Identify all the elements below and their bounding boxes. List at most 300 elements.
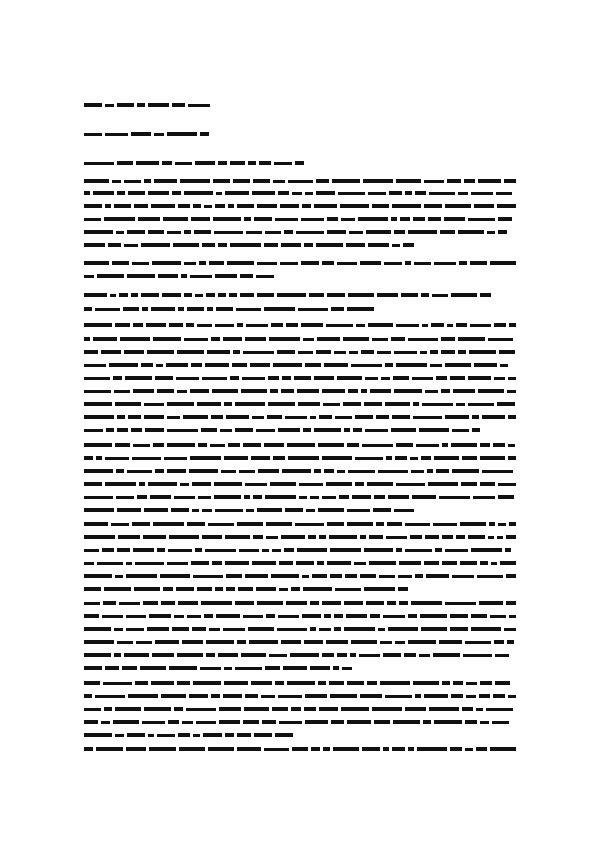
text-run xyxy=(208,747,234,751)
text-run xyxy=(509,323,516,327)
text-run xyxy=(396,324,419,327)
text-run xyxy=(84,443,112,447)
text-run xyxy=(385,402,410,406)
text-run xyxy=(272,707,288,711)
text-run xyxy=(302,575,309,578)
text-run xyxy=(221,470,236,473)
text-run xyxy=(368,323,393,327)
text-run xyxy=(308,535,316,539)
text-run xyxy=(146,323,166,327)
text-run xyxy=(422,324,428,327)
body-line-43 xyxy=(84,706,516,712)
text-run xyxy=(223,628,245,631)
text-run xyxy=(262,549,269,552)
text-run xyxy=(190,456,221,460)
text-run xyxy=(268,402,295,406)
text-run xyxy=(383,747,389,751)
text-run xyxy=(322,389,345,393)
text-run xyxy=(115,443,130,447)
text-run xyxy=(122,666,137,670)
text-run xyxy=(150,495,171,499)
text-run xyxy=(253,535,263,539)
text-run xyxy=(138,217,160,221)
text-run xyxy=(237,747,261,751)
text-run xyxy=(152,261,181,265)
text-run xyxy=(405,707,426,711)
text-run xyxy=(509,522,516,526)
text-run xyxy=(314,376,334,380)
text-run xyxy=(403,243,414,247)
text-run xyxy=(374,720,390,724)
text-run xyxy=(275,733,293,737)
text-run xyxy=(450,747,462,751)
text-run xyxy=(317,561,324,565)
text-run xyxy=(322,261,334,265)
text-run xyxy=(383,653,401,657)
text-run xyxy=(155,376,173,380)
text-run xyxy=(228,443,240,447)
text-run xyxy=(334,627,341,631)
text-run xyxy=(306,509,315,512)
text-run xyxy=(250,363,270,367)
text-run xyxy=(472,415,479,419)
text-run xyxy=(84,415,114,419)
text-run xyxy=(167,416,180,419)
text-run xyxy=(169,666,197,670)
text-run xyxy=(211,337,220,341)
text-run xyxy=(84,230,113,234)
text-run xyxy=(285,416,307,419)
text-run xyxy=(445,204,471,208)
text-run xyxy=(195,294,203,297)
text-run xyxy=(84,469,113,473)
text-run xyxy=(465,641,491,644)
text-run xyxy=(84,390,111,393)
text-run xyxy=(220,429,232,432)
text-run xyxy=(340,204,369,208)
text-run xyxy=(480,456,505,460)
text-run xyxy=(193,734,200,737)
text-run xyxy=(168,720,179,724)
text-run xyxy=(498,523,506,526)
text-run xyxy=(225,733,234,737)
text-run xyxy=(347,307,374,311)
text-run xyxy=(192,627,206,631)
text-run xyxy=(436,376,447,380)
text-run xyxy=(84,218,101,221)
text-run xyxy=(102,548,114,552)
text-run xyxy=(256,587,276,591)
text-run xyxy=(384,262,402,265)
text-run xyxy=(394,509,414,512)
text-run xyxy=(177,653,203,657)
text-run xyxy=(275,681,284,685)
text-run xyxy=(206,293,215,297)
text-run xyxy=(148,482,177,486)
text-run xyxy=(284,230,293,234)
text-run xyxy=(114,653,121,657)
text-run xyxy=(123,307,139,311)
text-run xyxy=(383,615,405,618)
text-run xyxy=(181,274,187,278)
text-run xyxy=(379,575,395,578)
text-run xyxy=(508,377,516,380)
text-run xyxy=(474,204,494,208)
text-run xyxy=(115,323,130,327)
text-run xyxy=(176,587,194,591)
text-run xyxy=(132,457,161,460)
body-line-19 xyxy=(84,388,516,394)
text-run xyxy=(239,549,259,552)
text-run xyxy=(246,231,262,234)
text-run xyxy=(114,628,123,631)
text-run xyxy=(480,721,489,724)
text-run xyxy=(316,179,329,183)
text-run xyxy=(105,204,111,208)
text-run xyxy=(337,376,362,380)
text-run xyxy=(127,274,155,278)
text-run xyxy=(198,496,211,499)
text-run xyxy=(140,666,166,670)
text-run xyxy=(468,403,494,406)
text-run xyxy=(244,707,269,711)
text-run xyxy=(385,695,412,698)
text-run xyxy=(278,428,300,432)
text-run xyxy=(166,363,188,367)
text-run xyxy=(391,217,397,221)
text-run xyxy=(211,415,223,419)
text-run xyxy=(245,694,258,698)
text-run xyxy=(343,402,361,406)
text-run xyxy=(462,456,477,460)
text-run xyxy=(235,428,253,432)
text-run xyxy=(200,667,221,670)
text-run xyxy=(317,337,340,341)
text-run xyxy=(504,179,516,183)
text-run xyxy=(479,601,503,605)
text-run xyxy=(480,443,490,447)
text-run xyxy=(367,681,377,685)
text-run xyxy=(249,640,278,644)
text-run xyxy=(174,496,195,499)
text-run xyxy=(191,561,209,565)
text-run xyxy=(433,523,457,526)
text-run xyxy=(330,694,357,698)
text-run xyxy=(303,428,311,432)
text-run xyxy=(241,389,267,393)
text-run xyxy=(271,574,299,578)
text-run xyxy=(471,614,487,618)
text-run xyxy=(115,575,123,578)
text-run xyxy=(103,682,132,685)
text-run xyxy=(97,274,124,278)
text-run xyxy=(84,103,102,107)
text-run xyxy=(331,307,344,311)
text-run xyxy=(506,535,516,539)
text-run xyxy=(114,390,130,393)
text-run xyxy=(265,231,281,234)
text-run xyxy=(126,628,144,631)
text-run xyxy=(445,549,468,552)
text-run xyxy=(93,191,114,195)
text-run xyxy=(386,536,407,539)
text-run xyxy=(489,522,495,526)
text-run xyxy=(495,681,510,685)
text-run xyxy=(207,350,230,354)
text-run xyxy=(348,293,374,297)
text-run xyxy=(498,217,512,221)
text-run xyxy=(202,377,227,380)
text-run xyxy=(237,204,254,208)
text-run xyxy=(239,470,255,473)
text-run xyxy=(405,191,412,195)
text-run xyxy=(494,323,506,327)
text-run xyxy=(281,535,305,539)
text-run xyxy=(392,204,421,208)
text-run xyxy=(135,562,164,565)
text-run xyxy=(245,483,267,486)
text-run xyxy=(473,496,495,499)
text-run xyxy=(278,695,302,698)
text-run xyxy=(108,243,121,247)
text-run xyxy=(459,261,467,265)
text-run xyxy=(391,428,416,432)
text-run xyxy=(116,231,124,234)
text-run xyxy=(200,132,209,136)
text-run xyxy=(264,748,289,751)
text-run xyxy=(419,654,430,657)
text-run xyxy=(287,443,315,447)
text-run xyxy=(246,324,268,327)
text-run xyxy=(299,496,307,499)
text-run xyxy=(153,337,181,341)
text-run xyxy=(144,508,168,512)
text-run xyxy=(176,377,199,380)
text-run xyxy=(174,615,184,618)
text-run xyxy=(435,548,442,552)
text-run xyxy=(128,415,141,419)
text-run xyxy=(279,721,302,724)
text-run xyxy=(412,377,433,380)
text-run xyxy=(104,707,112,711)
body-line-13 xyxy=(84,306,374,312)
text-run xyxy=(284,548,294,552)
text-run xyxy=(184,262,196,265)
text-run xyxy=(347,522,373,526)
text-run xyxy=(471,192,493,195)
text-run xyxy=(131,293,138,297)
text-run xyxy=(235,667,262,670)
text-run xyxy=(262,720,276,724)
text-run xyxy=(468,218,495,221)
text-run xyxy=(342,667,352,670)
text-run xyxy=(84,653,111,657)
text-run xyxy=(392,244,400,247)
text-run xyxy=(349,351,358,354)
text-run xyxy=(445,415,469,419)
text-run xyxy=(84,720,98,724)
text-run xyxy=(126,562,132,565)
text-run xyxy=(147,627,169,631)
text-run xyxy=(359,654,380,657)
text-run xyxy=(452,469,479,473)
text-run xyxy=(491,562,497,565)
text-run xyxy=(133,444,150,447)
text-run xyxy=(465,720,477,724)
text-run xyxy=(136,161,159,165)
text-run xyxy=(344,601,363,605)
text-run xyxy=(84,694,92,698)
text-run xyxy=(388,495,409,499)
body-line-29 xyxy=(84,521,516,527)
text-run xyxy=(377,351,391,354)
text-run xyxy=(210,444,225,447)
text-run xyxy=(322,456,352,460)
text-run xyxy=(104,587,131,591)
text-run xyxy=(288,456,319,460)
text-run xyxy=(286,323,298,327)
text-run xyxy=(191,217,210,221)
text-run xyxy=(277,293,306,297)
text-run xyxy=(95,695,125,698)
text-run xyxy=(84,275,94,278)
text-run xyxy=(84,602,100,605)
text-run xyxy=(440,230,455,234)
body-line-5 xyxy=(84,190,516,196)
text-run xyxy=(230,243,261,247)
text-run xyxy=(264,307,295,311)
body-line-34 xyxy=(84,586,408,592)
text-run xyxy=(177,681,190,685)
body-line-40 xyxy=(84,665,352,671)
text-run xyxy=(305,192,313,195)
text-run xyxy=(215,509,243,512)
text-run xyxy=(277,350,295,354)
text-run xyxy=(258,469,279,473)
text-run xyxy=(408,338,438,341)
text-run xyxy=(113,376,122,380)
text-run xyxy=(389,191,402,195)
text-run xyxy=(362,747,380,751)
text-run xyxy=(464,179,475,183)
text-run xyxy=(112,261,129,265)
text-run xyxy=(492,721,509,724)
text-run xyxy=(84,204,102,208)
text-run xyxy=(248,161,256,165)
text-run xyxy=(101,350,121,354)
text-run xyxy=(84,496,113,499)
text-run xyxy=(450,627,468,631)
text-run xyxy=(192,509,199,512)
text-run xyxy=(184,293,192,297)
text-run xyxy=(471,548,502,552)
text-run xyxy=(386,456,392,460)
text-run xyxy=(126,574,157,578)
text-run xyxy=(84,402,112,406)
text-run xyxy=(396,483,425,486)
text-run xyxy=(84,627,111,631)
text-run xyxy=(381,377,390,380)
text-run xyxy=(110,294,116,297)
text-run xyxy=(199,261,206,265)
text-run xyxy=(295,161,304,165)
text-run xyxy=(111,523,129,526)
text-run xyxy=(412,495,436,499)
text-run xyxy=(360,574,376,578)
text-run xyxy=(215,204,225,208)
text-run xyxy=(128,694,158,698)
text-run xyxy=(84,587,101,591)
text-run xyxy=(243,351,274,354)
text-run xyxy=(298,402,320,406)
text-run xyxy=(318,681,326,685)
text-run xyxy=(319,415,332,419)
body-line-45 xyxy=(84,732,302,738)
body-line-39 xyxy=(84,652,516,658)
text-run xyxy=(278,615,299,618)
text-run xyxy=(346,243,365,247)
text-run xyxy=(401,293,418,297)
text-run xyxy=(230,376,239,380)
text-run xyxy=(434,720,462,724)
text-run xyxy=(254,217,272,221)
text-run xyxy=(377,293,398,297)
text-run xyxy=(507,390,516,393)
text-run xyxy=(84,614,99,618)
text-run xyxy=(224,402,232,406)
text-run xyxy=(84,482,102,486)
text-run xyxy=(458,192,468,195)
text-run xyxy=(201,428,217,432)
text-run xyxy=(252,191,275,195)
text-run xyxy=(218,161,227,165)
text-run xyxy=(347,681,364,685)
text-run xyxy=(144,179,151,183)
text-run xyxy=(117,103,134,107)
text-run xyxy=(338,192,365,195)
text-run xyxy=(314,204,337,208)
text-run xyxy=(331,720,344,724)
text-run xyxy=(456,535,465,539)
text-run xyxy=(364,587,395,591)
text-run xyxy=(84,562,94,565)
text-run xyxy=(431,323,444,327)
text-run xyxy=(285,508,303,512)
text-run xyxy=(215,324,234,327)
text-run xyxy=(304,707,316,711)
text-run xyxy=(506,574,516,578)
body-line-8 xyxy=(84,229,512,235)
text-run xyxy=(141,243,170,247)
text-run xyxy=(257,204,277,208)
text-run xyxy=(124,180,141,183)
text-run xyxy=(278,191,289,195)
text-run xyxy=(266,522,292,526)
text-run xyxy=(405,261,411,265)
text-run xyxy=(178,307,184,311)
text-run xyxy=(268,376,279,380)
text-run xyxy=(233,179,250,183)
text-run xyxy=(124,653,149,657)
text-run xyxy=(103,601,116,605)
text-run xyxy=(458,350,466,354)
text-run xyxy=(137,103,145,107)
text-run xyxy=(478,179,501,183)
text-run xyxy=(493,694,505,698)
text-run xyxy=(404,653,416,657)
text-run xyxy=(273,363,302,367)
text-run xyxy=(436,469,449,473)
